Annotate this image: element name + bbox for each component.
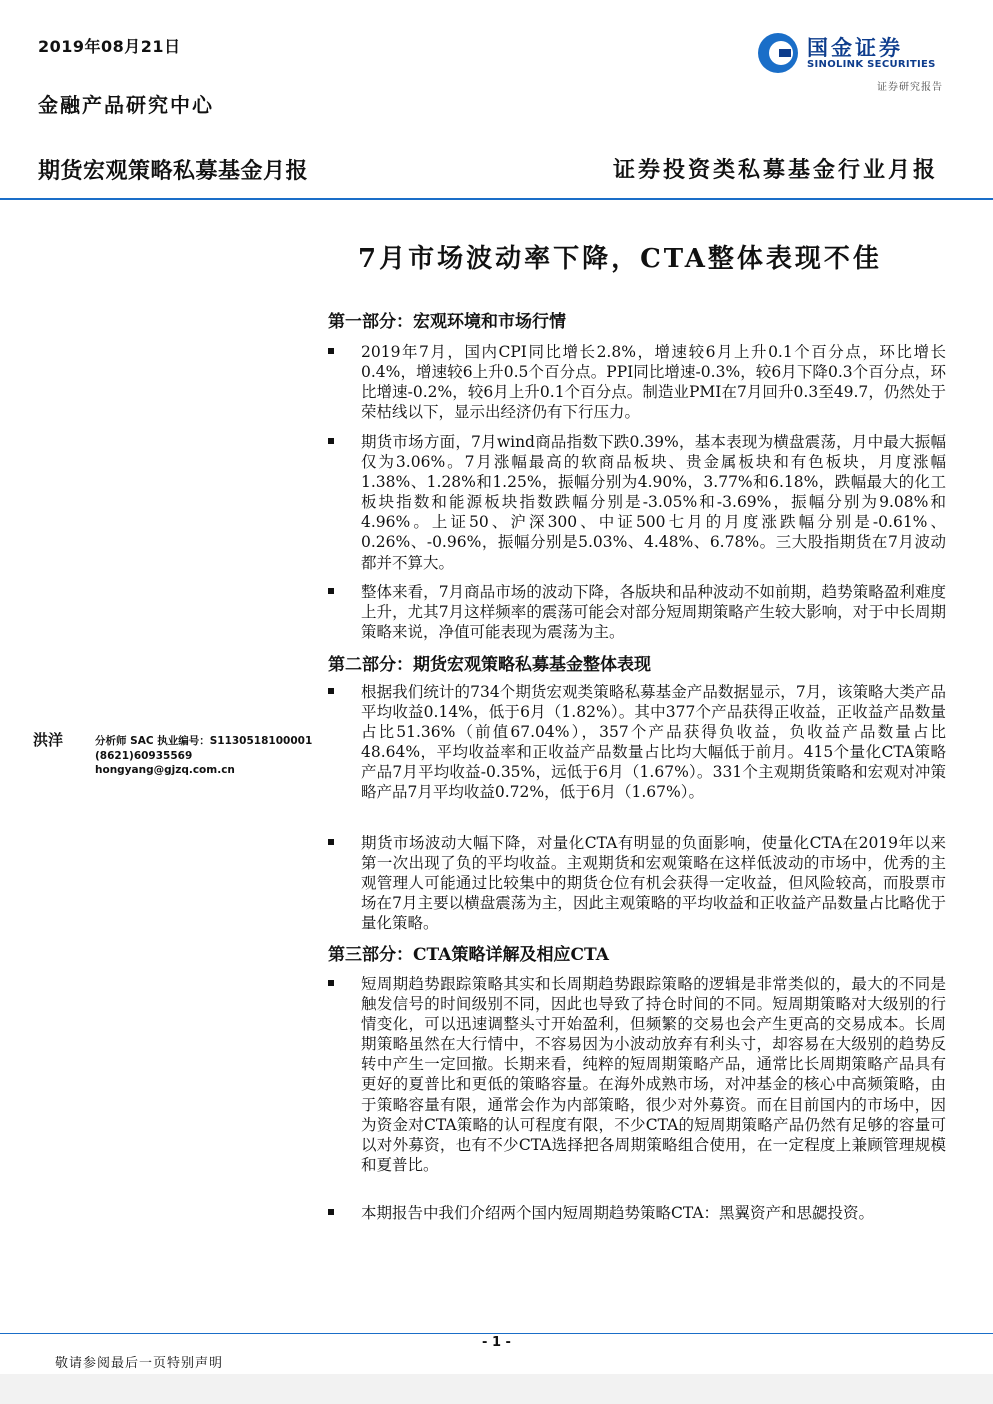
bullet-icon bbox=[328, 588, 334, 594]
logo-text-cn: 国金证券 bbox=[807, 36, 903, 60]
section-title: 第一部分：宏观环境和市场行情 bbox=[328, 312, 566, 332]
page-bottom-band bbox=[0, 1374, 993, 1404]
list-item bbox=[328, 342, 946, 422]
bullet-icon bbox=[328, 980, 334, 986]
bullet-text: 根据我们统计的734个期货宏观类策略私募基金产品数据显示，7月，该策略大类产品平均收益0.14%，低于6月（1.82%）。其中377个产品获得正收益，正收益产品数量占比51.36%（前值67.04%），357个产品获得负收益，负收益产品数量占比48.64%，平均收益率和正收益产品数量占比均大幅低于前月。415个量化CTA策略产品7月平均收益-0.35%，远低于6月（1.67%）。331个主观期货策略和宏观对冲策略产品7月平均收益0.72%，低于6月（1.67%）。 bbox=[361, 683, 946, 802]
report-series-title: 期货宏观策略私募基金月报 bbox=[38, 159, 309, 184]
logo-mark-icon bbox=[757, 32, 799, 74]
analyst-email: hongyang@gjzq.com.cn bbox=[95, 764, 235, 776]
bullet-text: 2019年7月，国内CPI同比增长2.8%，增速较6月上升0.1个百分点，环比增长0.4%，增速较6上升0.5个百分点。PPI同比增速-0.3%，较6月下降0.3个百分点，环比增速-0.2%，较6月上升0.1个百分点。制造业PMI在7月回升0.3至49.7，仍然处于荣枯线以下，显示出经济仍有下行压力。 bbox=[361, 343, 946, 422]
section-title: 第三部分：CTA策略详解及相应CTA bbox=[328, 945, 609, 965]
bullet-icon bbox=[328, 1209, 334, 1215]
bullet-text: 期货市场方面，7月wind商品指数下跌0.39%，基本表现为横盘震荡，月中最大振幅仅为3.06%。7月涨幅最高的软商品板块、贵金属板块和有色板块，月度涨幅1.38%、1.28%和1.25%，振幅分别为4.90%，3.77%和6.18%，跌幅最大的化工板块指数和能源板块指数跌幅分别是-3.05%和-3.69%，振幅分别为9.08%和4.96%。上证50、沪深300、中证500七月的月度涨跌幅分别是-0.61%、0.26%、-0.96%，振幅分别是5.03%、4.48%、6.78%。三大股指期货在7月波动都并不算大。 bbox=[361, 433, 946, 572]
page-number: - 1 - bbox=[482, 1335, 511, 1350]
bullet-icon bbox=[328, 688, 334, 694]
list-item bbox=[328, 682, 946, 803]
footer-divider bbox=[0, 1333, 993, 1334]
list-item bbox=[328, 974, 946, 1175]
analyst-name: 洪洋 bbox=[33, 731, 64, 749]
report-headline: 7月市场波动率下降，CTA整体表现不佳 bbox=[358, 244, 882, 274]
research-center: 金融产品研究中心 bbox=[38, 93, 214, 117]
analyst-contact bbox=[95, 734, 312, 778]
logo-text-en: SINOLINK SECURITIES bbox=[807, 59, 936, 70]
bullet-icon bbox=[328, 839, 334, 845]
list-item bbox=[328, 1203, 946, 1223]
disclaimer-note: 敬请参阅最后一页特别声明 bbox=[55, 1356, 224, 1371]
list-item bbox=[328, 432, 946, 573]
company-logo bbox=[757, 30, 947, 80]
bullet-icon bbox=[328, 438, 334, 444]
report-date: 2019年08月21日 bbox=[38, 37, 181, 56]
bullet-text: 整体来看，7月商品市场的波动下降，各版块和品种波动不如前期，趋势策略盈利难度上升，尤其7月这样频率的震荡可能会对部分短周期策略产生较大影响，对于中长周期策略来说，净值可能表现为震荡为主。 bbox=[361, 583, 946, 642]
bullet-text: 短周期趋势跟踪策略其实和长周期趋势跟踪策略的逻辑是非常类似的，最大的不同是触发信号的时间级别不同，因此也导致了持仓时间的不同。短周期策略对大级别的行情变化，可以迅速调整头寸开始盈利，但频繁的交易也会产生更高的交易成本。长周期策略虽然在大行情中，不容易因为小波动放弃有利头寸，却容易在大级别的趋势反转中产生一定回撤。长期来看，纯粹的短周期策略产品，通常比长周期策略产品具有更好的夏普比和更低的策略容量。在海外成熟市场，对冲基金的核心中高频策略，由于策略容量有限，通常会作为内部策略，很少对外募资。而在目前国内的市场中，因为资金对CTA策略的认可程度有限，不少CTA的短周期策略产品仍然有足够的容量可以对外募资，也有不少CTA选择把各周期策略组合使用，在一定程度上兼顾管理规模和夏普比。 bbox=[361, 975, 946, 1174]
header-divider bbox=[0, 198, 993, 200]
bullet-icon bbox=[328, 348, 334, 354]
list-item bbox=[328, 833, 946, 933]
bullet-text: 期货市场波动大幅下降，对量化CTA有明显的负面影响，使量化CTA在2019年以来第一次出现了负的平均收益。主观期货和宏观策略在这样低波动的市场中，优秀的主观管理人可能通过比较集中的期货仓位有机会获得一定收益，但风险较高，而股票市场在7月主要以横盘震荡为主，因此主观策略的平均收益和正收益产品数量占比略优于量化策略。 bbox=[361, 834, 946, 933]
section-title: 第二部分：期货宏观策略私募基金整体表现 bbox=[328, 655, 651, 675]
bullet-text: 本期报告中我们介绍两个国内短周期趋势策略CTA：黑翼资产和思勰投资。 bbox=[361, 1204, 875, 1222]
analyst-license: 分析师 SAC 执业编号：S1130518100001 bbox=[95, 735, 313, 747]
analyst-phone: (8621)60935569 bbox=[95, 749, 193, 762]
report-type-label: 证券研究报告 bbox=[877, 82, 943, 93]
industry-report-title: 证券投资类私募基金行业月报 bbox=[612, 157, 938, 183]
list-item bbox=[328, 582, 946, 642]
